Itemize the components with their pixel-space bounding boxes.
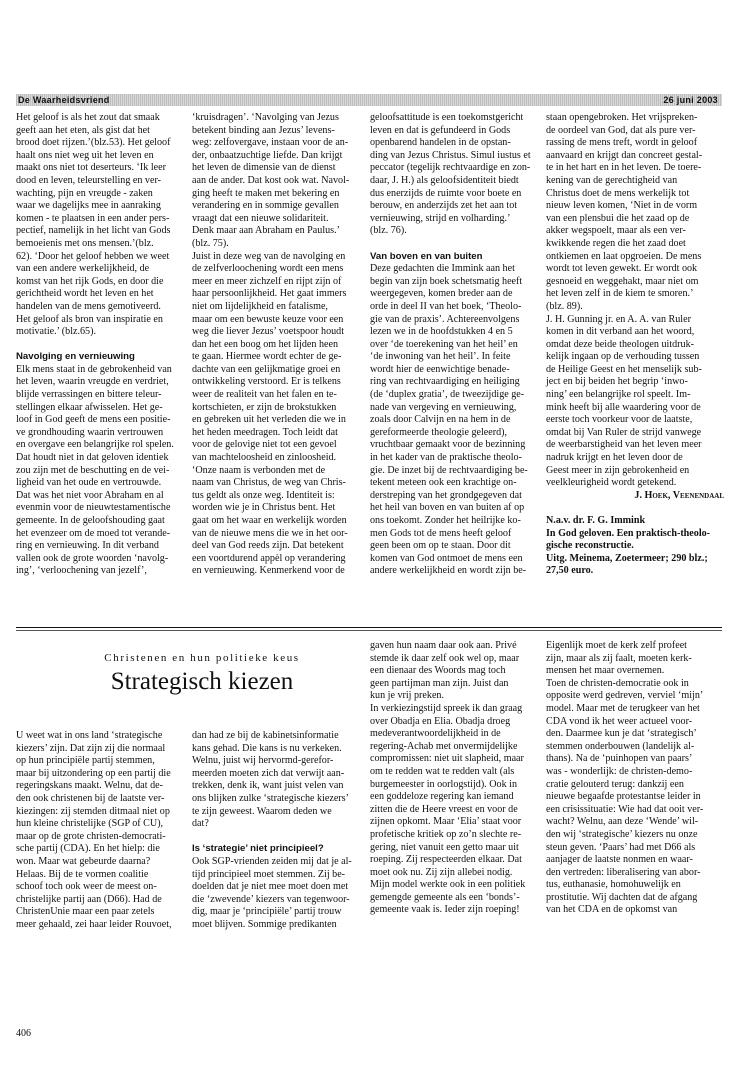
text-line: gaven hun naam daar ook aan. Privé: [370, 640, 517, 651]
text-line: tus, euthanasie, homohuwelijk en: [546, 879, 681, 891]
text-line: zijn, maar als zij faalt, moeten kerk-: [546, 652, 692, 664]
text-line: (blz. 89).: [546, 300, 583, 312]
text-line: dig, maar je ‘principiële’ partij trouw: [192, 906, 342, 918]
text-line: opposite werd gedreven, verviel ‘mijn’: [546, 690, 704, 702]
text-line: dus enerzijds de ruimte voor boete en: [370, 187, 522, 199]
text-line: wacht? Welnu, aan deze ‘Wende’ wil-: [546, 816, 699, 828]
running-header: [16, 94, 722, 106]
text-line: Eigenlijk moet de kerk zelf profeet: [546, 640, 687, 651]
text-line: ve grondhouding waarin vertrouwen: [16, 426, 164, 438]
text-line: gemeente vaak is. Ieder zijn roeping!: [370, 904, 520, 916]
text-line: van een plensbui die het zaad op de: [546, 212, 690, 224]
text-line: kiezingen: zij stemden ditmaal niet op: [16, 805, 170, 817]
text-line: haar persoonlijkheid. Het gaat immers: [192, 288, 347, 300]
text-line: kwikkende regen die het zaad doet: [546, 237, 686, 249]
text-line: omdat deze beide theologen uitdruk-: [546, 338, 694, 350]
text-line: komen van God ontmoet de mens een: [370, 552, 523, 564]
text-line: Het geloof is als het zout dat smaak: [16, 112, 160, 123]
text-line: leven en dat is gefundeerd in Gods: [370, 124, 511, 136]
text-line: over ‘de toerekening van het heil’ en: [370, 338, 518, 350]
text-line: veelkleurigheid wordt getekend.: [546, 477, 677, 489]
text-line: dan het een boog om het lijden heen: [192, 338, 339, 350]
text-line: mink heeft bij alle waardering voor de: [546, 401, 701, 413]
text-line: kiezers’ zijn. Dat zijn zij die normaal: [16, 742, 166, 754]
top-column-4-body: [546, 112, 724, 490]
text-line: dan had ze bij de kabinetsinformatie: [192, 730, 339, 741]
text-line: haalt ons niet weg uit het leven en: [16, 149, 154, 161]
text-line: trekken, denk ik, want juist velen van: [192, 780, 344, 792]
text-line: maar om een bewuste keuze voor een: [192, 313, 344, 325]
text-line: van een andere werkelijkheid, de: [16, 263, 150, 275]
text-line: Ook SGP-vrienden zeiden mij dat je al-: [192, 855, 352, 867]
text-line: stemde ik daar zelf ook wel op, maar: [370, 652, 520, 664]
top-column-2: [192, 112, 360, 578]
text-line: Juist in deze weg van de navolging en: [192, 250, 346, 262]
text-line: daar, J. H.) als geloofsidentiteit biedt: [370, 174, 519, 186]
text-line: te gaan. Hiermee wordt echter de ge-: [192, 351, 342, 363]
paragraph-gap: [16, 339, 184, 352]
text-line: dachte van een gelijkmatige groei en: [192, 363, 341, 375]
text-line: van machteloosheid en zinloosheid.: [192, 452, 337, 464]
text-line: ons blijken zulke ‘strategische kiezers’: [192, 792, 349, 804]
text-line: eerste toch voorkeur voor de laatste,: [546, 414, 693, 426]
text-line: ‘Onze naam is verbonden met de: [192, 464, 326, 476]
text-line: wordt tot leven gewekt. Er wordt ook: [546, 263, 698, 275]
paragraph-gap: [192, 831, 360, 844]
text-line: weergegeven, komen breder aan de: [370, 288, 513, 300]
text-line: aanvaard en krijgt dan concreet gestal-: [546, 149, 703, 161]
text-line: blijde verrassingen en bittere teleur-: [16, 389, 162, 401]
text-line: ligheid van het oude en vertrouwde.: [16, 477, 162, 489]
text-line: het leven de dimensie van de dienst: [192, 162, 336, 174]
text-line: openbarend handelen in de opstan-: [370, 137, 511, 149]
text-line: kun je vrij preken.: [370, 690, 444, 702]
text-line: in het kader van de praktische theolo-: [370, 452, 522, 464]
text-line: een goddeloze regering kan iemand: [370, 791, 514, 803]
text-line: op hun principiële partij stemmen,: [16, 755, 155, 767]
text-line: niet om lijdelijkheid en fatalisme,: [192, 300, 328, 312]
text-line: Deze gedachten die Immink aan het: [370, 263, 515, 275]
text-line: ding van Jezus Christus. Simul iustus et: [370, 149, 531, 161]
text-line: stellingen elkaar afwisselen. Het ge-: [16, 401, 163, 413]
text-line: ChristenUnie maar een paar zetels: [16, 906, 155, 918]
text-line: hun kleine christelijke (SGP of CU),: [16, 818, 164, 830]
text-line: orde in deel II van het boek, ‘Theolo-: [370, 300, 522, 312]
text-line: te in het hart en in het leven. De toere-: [546, 162, 702, 174]
text-line: pectief, namelijk in het licht van Gods: [16, 225, 171, 237]
text-line: begin van zijn boek schetsmatig heeft: [370, 275, 523, 287]
text-line: zoals door Calvijn en na hem in de: [370, 414, 511, 426]
text-line: sche partij (CDA). En het hielp: die: [16, 843, 160, 855]
text-line: een crisissituatie: Wie had dat ooit ver-: [546, 803, 704, 815]
text-line: motivatie.’ (blz.65).: [16, 326, 96, 338]
text-line: ons toekomt. Zonder het heilrijke ko-: [370, 515, 521, 526]
text-line: moet blijven. Sommige predikanten: [192, 918, 337, 930]
section-heading: Navolging en vernieuwing: [16, 351, 135, 363]
text-line: Dat houdt niet in dat geloven identiek: [16, 452, 169, 464]
text-line: U weet wat in ons land ‘strategische: [16, 730, 163, 741]
text-line: dood en leven, teleurstelling en ver-: [16, 174, 161, 186]
text-line: geeft aan het eten, als gist dat het: [16, 124, 150, 136]
bottom-column-3: [370, 640, 538, 917]
text-line: was - wonderlijk: de christen-demo-: [546, 765, 693, 777]
text-line: maar op de grote christen-democrati-: [16, 830, 166, 842]
text-line: christelijke partij aan (D66). Had de: [16, 893, 162, 905]
top-column-4: [546, 112, 724, 578]
text-line: nade van vergeving en vernieuwing,: [370, 401, 517, 413]
text-line: den wij ‘strategische’ kiezers nu onze: [546, 828, 698, 840]
text-line: akker wegspoelt, maar als een ver-: [546, 225, 686, 237]
text-line: dat?: [192, 818, 209, 830]
text-line: geen been om op te staan. Door dit: [370, 540, 511, 552]
text-line: Elk mens staat in de gebrokenheid van: [16, 363, 172, 375]
text-line: N.a.v. dr. F. G. Immink: [546, 515, 646, 526]
text-line: prostitutie. Wij dachten dat de afgang: [546, 891, 698, 903]
text-line: deel van God reeds zijn. Dat betekent: [192, 540, 344, 552]
text-line: 27,50 euro.: [546, 565, 594, 577]
text-line: de oordeel van God, dat als pure ver-: [546, 124, 696, 136]
text-line: regeringskans maakt. Welnu, dat de-: [16, 780, 163, 792]
text-line: In verkiezingstijd spreek ik dan graag: [370, 702, 523, 714]
section-heading: Van boven en van buiten: [370, 250, 483, 262]
text-line: stemmen onderbouwen (landelijk al-: [546, 740, 695, 752]
text-line: geen partijman man zijn. Juist dan: [370, 677, 509, 689]
text-line: compromissen: niet uit slapheid, maar: [370, 753, 524, 765]
text-line: Het geloof als bron van inspiratie en: [16, 313, 163, 325]
text-line: 62). ‘Door het geloof hebben we weet: [16, 250, 170, 262]
text-line: maakt ons niet tot deserteurs. ‘Ik leer: [16, 162, 166, 174]
section-divider-thin: [16, 630, 722, 631]
text-line: Christus doet de mens werkelijk tot: [546, 187, 690, 199]
text-line: ontkiemen en laat opgroeien. De mens: [546, 250, 702, 262]
text-line: (blz. 75).: [192, 237, 229, 249]
text-line: nadruk krijgt en het leven door de: [546, 452, 683, 464]
text-line: omdat bij Van Ruler de strijd vanwege: [546, 426, 702, 438]
text-line: wachting, pijn en vreugde - zaken: [16, 187, 153, 199]
text-line: medeverantwoordelijkheid in de: [370, 728, 501, 740]
text-line: ging heeft te maken met bekering en: [192, 187, 340, 199]
text-line: maar bij uitzondering op een partij die: [16, 767, 171, 779]
text-line: kening van de gerechtigheid van: [546, 174, 678, 186]
text-line: geloofsattitude is een toekomstgericht: [370, 112, 524, 123]
text-line: gie. De inzet bij de rechtvaardiging be-: [370, 464, 528, 476]
text-line: ring van rechtvaardiging en heiliging: [370, 376, 520, 388]
text-line: Dat was het niet voor Abraham en al: [16, 489, 164, 501]
text-line: den ook christenen bij de laatste ver-: [16, 792, 165, 804]
text-line: kortschieten, er zijn de brokstukken: [192, 401, 337, 413]
text-line: komen in dit verband aan het woord,: [546, 326, 695, 338]
text-line: ‘kruisdragen’. ‘Navolging van Jezus: [192, 112, 339, 123]
top-column-1: [16, 112, 184, 578]
text-line: en vernieuwing. Kenmerkend voor de: [192, 565, 345, 577]
text-line: nieuwe begaafde protestantse leider in: [546, 791, 701, 803]
text-line: ning’ een belangrijke rol speelt. Im-: [546, 389, 691, 401]
text-line: gische reconstructie.: [546, 540, 634, 552]
text-line: vernieuwing, strijd en volharding.’: [370, 212, 511, 224]
text-line: komst van het rijk Gods, en door die: [16, 275, 164, 287]
text-line: weer de realiteit van het falen en te-: [192, 389, 337, 401]
text-line: den. Daarmee kun je dat ‘strategisch’: [546, 728, 697, 740]
text-line: voor de gelovige niet tot een gevoel: [192, 439, 337, 451]
text-line: CDA vond ik het weer actueel voor-: [546, 715, 693, 727]
text-line: gaat om het waar en werkelijk worden: [192, 515, 347, 526]
text-line: cratie gelouterd terug: dankzij een: [546, 778, 684, 790]
text-line: de weerbarstigheid van het leven meer: [546, 439, 702, 451]
text-line: derstreping van het grondgegeven dat: [370, 489, 522, 501]
top-column-3: [370, 112, 538, 578]
text-line: het heil van boven en van buiten af op: [370, 502, 525, 514]
text-line: men Gods tot de mens heeft geloof: [370, 527, 512, 539]
text-line: het leven, waarin vreugde en verdriet,: [16, 376, 169, 388]
bottom-column-4: [546, 640, 724, 917]
text-line: der, onbaatzuchtige liefde. Dan krijgt: [192, 149, 343, 161]
text-line: loof in God geeft de mens een positie-: [16, 414, 171, 426]
bottom-column-2: [192, 730, 360, 932]
text-line: over Obadja en Elia. Obadja droeg: [370, 715, 511, 727]
text-line: doelden dat je niet mee moet doen met: [192, 881, 349, 893]
text-line: staan opengebroken. Het vrijspreken-: [546, 112, 698, 123]
text-line: ing’, ‘verloochening van jezelf’,: [16, 565, 147, 577]
text-line: thans). Na de ‘puinhopen van paars’: [546, 753, 693, 765]
text-line: om te redden wat te redden valt (als: [370, 765, 515, 777]
text-line: J. H. Gunning jr. en A. A. van Ruler: [546, 313, 691, 325]
book-reference: [546, 515, 724, 578]
text-line: ‘de inwoning van het heil’. In feite: [370, 351, 511, 363]
text-line: vraagt dat een nieuwe solidariteit.: [192, 212, 329, 224]
text-line: andere werkelijkheid en wordt zijn be-: [370, 565, 527, 577]
text-line: gerichtheid wordt het leven en het: [16, 288, 154, 300]
text-line: bemoeienis met ons mensen.’(blz.: [16, 237, 154, 249]
section-heading: Is ‘strategie’ niet principieel?: [192, 843, 324, 855]
paragraph-gap: [370, 238, 538, 251]
text-line: en overgave een belangrijke rol spelen.: [16, 439, 174, 451]
text-line: Welnu, juist wij hervormd-gerefor-: [192, 755, 334, 767]
text-line: Mijn model werkte ook in een politiek: [370, 879, 526, 891]
text-line: profetische kritiek op zo’n slechte re-: [370, 828, 522, 840]
text-line: brood doet rijzen.’(blz.53). Het geloof: [16, 137, 171, 149]
text-line: ring en vernieuwing. In dit verband: [16, 540, 159, 552]
text-line: aan de ander. Dat kost ook wat. Navol-: [192, 174, 350, 186]
text-line: schoof toch ook weer de meest on-: [16, 881, 157, 893]
text-line: die ‘zwevende’ kiezers van tegenwoor-: [192, 893, 350, 905]
text-line: Uitg. Meinema, Zoetermeer; 290 blz.;: [546, 552, 708, 564]
text-line: gering, niet vanuit een getto maar uit: [370, 841, 519, 853]
text-line: evenmin voor de nieuwtestamentische: [16, 502, 171, 514]
magazine-name: De Waarheidsvriend: [18, 95, 110, 105]
text-line: steun geven. ‘Paars’ had met D66 als: [546, 841, 696, 853]
section-divider: [16, 627, 722, 628]
text-line: het heden meedragen. Toch leidt dat: [192, 426, 338, 438]
text-line: een dienaar des Woords mag toch: [370, 665, 506, 677]
text-line: berouw, en anderzijds zet het aan tot: [370, 200, 518, 212]
text-line: de zelfverloochening wordt een mens: [192, 263, 344, 275]
text-line: wordt hier de eenwichtige benade-: [370, 363, 510, 375]
text-line: meerden moeten zich dat verwijt aan-: [192, 767, 345, 779]
text-line: van het CDA en de opkomst van: [546, 904, 678, 916]
text-line: waar we dagelijks mee in aanraking: [16, 200, 161, 212]
text-line: meer gehaald, zei haar leider Rouvoet,: [16, 918, 172, 930]
text-line: en gebreken uit het verleden die we in: [192, 414, 346, 426]
issue-date: 26 juni 2003: [663, 95, 718, 105]
text-line: verandering en in sommige gevallen: [192, 200, 339, 212]
text-line: gemengde gemeente als een ‘bonds’-: [370, 891, 520, 903]
text-line: peccator (tegelijk rechtvaardige en zon-: [370, 162, 531, 174]
text-line: vruchtbaar gemaakt voor de bezinning: [370, 439, 526, 451]
text-line: worden wie je in Christus bent. Het: [192, 502, 336, 514]
text-line: zijnen opkomt. Maar ‘Elia’ staat voor: [370, 816, 522, 828]
text-line: zitten die de Heere vreest en voor de: [370, 803, 518, 815]
text-line: mensen het maar overnemen.: [546, 665, 665, 677]
text-line: nieuw leven komen, ‘Niet in de vorm: [546, 200, 698, 212]
text-line: ject en bij beiden het begrip ‘inwo-: [546, 376, 688, 388]
text-line: naam van Christus, de weg van Chris-: [192, 477, 346, 489]
article-title: Strategisch kiezen: [110, 668, 294, 695]
text-line: te zijn geweest. Waarom deden we: [192, 805, 332, 817]
text-line: een voortdurend appèl op verandering: [192, 552, 346, 564]
text-line: het leven zelf in de kiem te smoren.’: [546, 288, 694, 300]
text-line: roeping. Zij respecteerden elkaar. Dat: [370, 854, 522, 866]
text-line: Toen de christen-democratie ook in: [546, 677, 689, 689]
text-line: het evenzeer om de moed tot verande-: [16, 527, 171, 539]
text-line: lezen we in de hoofdstukken 4 en 5: [370, 326, 513, 338]
text-line: won. Maar wat gebeurde daarna?: [16, 855, 151, 867]
text-line: gie van de praxis’. Achtereenvolgens: [370, 313, 520, 325]
text-line: (blz. 76).: [370, 225, 407, 237]
text-line: moet ook nu. Zij zijn allebei nodig.: [370, 866, 513, 878]
text-line: gemeente. In de geloofshouding gaat: [16, 515, 165, 526]
text-line: komen - te plaatsen in een ander pers-: [16, 212, 170, 224]
text-line: van de nieuwe mens die we in het oor-: [192, 527, 348, 539]
text-line: aanjager de laatste nonmen en waar-: [546, 854, 693, 866]
text-line: weg die liever Jezus’ voetspoor houdt: [192, 326, 345, 338]
text-line: weg: zelfovergave, instaan voor de an-: [192, 137, 349, 149]
text-line: betekent binding aan Jezus’ levens-: [192, 124, 335, 136]
text-line: Helaas. Bij de te vormen coalitie: [16, 868, 149, 880]
text-line: rassing de mens treft, wordt in geloof: [546, 137, 698, 149]
bottom-column-1: [16, 730, 184, 932]
text-line: vallen ook de grote woorden ‘navolg-: [16, 552, 169, 564]
text-line: In God geloven. Een praktisch-theolo-: [546, 527, 711, 539]
text-line: tus geldt als onze weg. Identiteit is:: [192, 489, 335, 501]
text-line: meer en meer zichzelf en rijpt zijn of: [192, 275, 342, 287]
text-line: gesnoeid en weggehakt, maar niet om: [546, 275, 699, 287]
text-line: (de ‘duplex gratia’, de tweezijdige ge-: [370, 389, 525, 401]
text-line: den vertreden: liberalisering van abor-: [546, 866, 701, 878]
text-line: tekent meteen ook een krachtige on-: [370, 477, 517, 489]
text-line: Denk maar aan Abraham en Paulus.’: [192, 225, 340, 237]
text-line: tijd principieel moet stemmen. Zij be-: [192, 868, 346, 880]
text-line: kans gehad. Die kans is nu verkeken.: [192, 742, 342, 754]
page-number: 406: [16, 1028, 31, 1039]
text-line: de Heilige Geest en het menselijk sub-: [546, 363, 702, 375]
text-line: regering-Achab met onvermijdelijke: [370, 740, 518, 752]
text-line: ontwikkeling verstoord. Er is telkens: [192, 376, 341, 388]
text-line: gereformeerde theologie geleerd),: [370, 426, 508, 438]
text-line: model. Maar met de terugkeer van het: [546, 702, 700, 714]
article-author: J. Hoek, Veenendaal: [634, 489, 724, 501]
text-line: kelijk ingaan op de verhouding tussen: [546, 351, 700, 363]
text-line: Geest meer in zijn gebrokenheid en: [546, 464, 690, 476]
article-kicker: Christenen en hun politieke keus: [104, 652, 300, 664]
text-line: zou zijn met de beschutting en de vei-: [16, 464, 170, 476]
text-line: burgemeester in oorlogstijd). Ook in: [370, 778, 517, 790]
text-line: handelen van de mens gemotiveerd.: [16, 300, 161, 312]
